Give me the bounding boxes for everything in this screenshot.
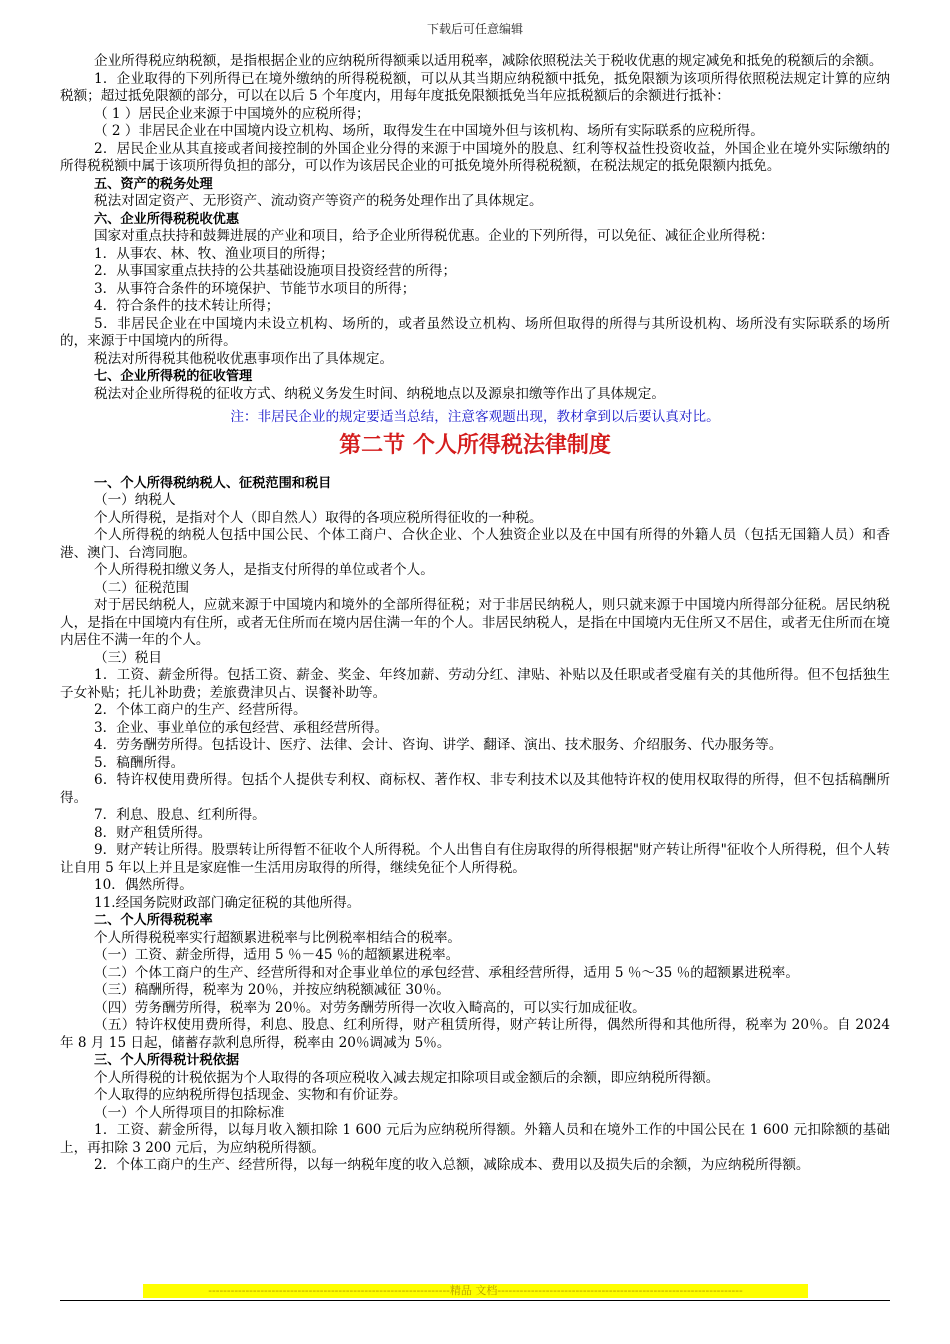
paragraph: 8．财产租赁所得。 (94, 824, 212, 841)
section-heading: 三、个人所得税计税依据 (94, 1053, 240, 1068)
footer-rule (60, 1300, 890, 1301)
paragraph: 1．企业取得的下列所得已在境外缴纳的所得税税额，可以从其当期应纳税额中抵免，抵免限额为该项所得依照税法规定计算的应纳税额；超过抵免限额的部分，可以在以后 5 个年度内，用每年度抵免限额抵免当年应抵税额后的余额进行抵补： (60, 70, 890, 104)
paragraph: 4．符合条件的技术转让所得； (94, 298, 280, 314)
paragraph: （ 2 ）非居民企业在中国境内设立机构、场所，取得发生在中国境外但与该机构、场所有实际联系的应税所得。 (94, 123, 764, 139)
paragraph: 5．稿酬所得。 (94, 754, 185, 771)
paragraph: 对于居民纳税人，应就来源于中国境内和境外的全部所得征税；对于非居民纳税人，则只就来源于中国境内所得部分征税。居民纳税人，是指在中国境内有住所，或者无住所而在境内居住满一年的个人。非居民纳税人，是指在中国境内无住所又不居住，或者无住所而在境内居住不满一年的个人。 (60, 597, 890, 648)
paragraph: 税法对所得税其他税收优惠事项作出了具体规定。 (94, 350, 394, 367)
paragraph: （三）税目 (94, 649, 162, 666)
paragraph: 1．工资、薪金所得。包括工资、薪金、奖金、年终加薪、劳动分红、津贴、补贴以及任职或者受雇有关的其他所得。但不包括独生子女补贴；托儿补助费；差旅费津贝占、误餐补助等。 (60, 667, 890, 701)
paragraph: 个人取得的应纳税所得包括现金、实物和有价证券。 (94, 1087, 407, 1103)
note-text: 注：非居民企业的规定要适当总结，注意客观题出现，教材拿到以后要认真对比。 (230, 409, 720, 425)
paragraph: （三）稿酬所得，税率为 20％，并按应纳税额减征 30％。 (94, 982, 450, 998)
footer-banner: -----------------------------------------------------------------精品 文档------------------------------------------------------------------ (143, 1284, 808, 1298)
section-heading: 六、企业所得税税收优惠 (94, 211, 240, 227)
page-header: 下载后可任意编辑 (426, 22, 523, 36)
paragraph: 税法对固定资产、无形资产、流动资产等资产的税务处理作出了具体规定。 (94, 193, 543, 209)
paragraph: 11.经国务院财政部门确定征税的其他所得。 (94, 894, 361, 911)
paragraph: 6．特许权使用费所得。包括个人提供专利权、商标权、著作权、非专利技术以及其他特许权的使用权取得的所得，但不包括稿酬所得。 (60, 772, 890, 806)
paragraph: （五）特许权使用费所得，利息、股息、红利所得，财产租赁所得，财产转让所得，偶然所得和其他所得，税率为 20％。自 2024 年 8 月 15 日起，储蓄存款利息所得，税率由 20％调减为 5％。 (60, 1017, 890, 1051)
document-body (60, 53, 890, 1175)
paragraph: （四）劳务酬劳所得，税率为 20％。对劳务酬劳所得一次收入畸高的，可以实行加成征收。 (94, 999, 646, 1016)
paragraph: （一）纳税人 (94, 492, 176, 508)
paragraph: 个人所得税扣缴义务人，是指支付所得的单位或者个人。 (94, 562, 434, 578)
paragraph: 3．企业、事业单位的承包经营、承租经营所得。 (94, 719, 389, 736)
paragraph: 2．个体工商户的生产、经营所得，以每一纳税年度的收入总额，减除成本、费用以及损失后的余额，为应纳税所得额。 (94, 1157, 810, 1173)
paragraph: （一）个人所得项目的扣除标准 (94, 1104, 285, 1121)
paragraph: 个人所得税税率实行超额累进税率与比例税率相结合的税率。 (94, 929, 462, 946)
section-heading: 五、资产的税务处理 (94, 176, 213, 192)
paragraph: 10．偶然所得。 (94, 877, 193, 893)
paragraph: 3．从事符合条件的环境保护、节能节水项目的所得； (94, 280, 416, 297)
paragraph: （一）工资、薪金所得，适用 5 ％－45 ％的超额累进税率。 (94, 947, 460, 963)
section-heading: 二、个人所得税税率 (94, 913, 213, 928)
paragraph: 2．个体工商户的生产、经营所得。 (94, 702, 307, 718)
paragraph: （ 1 ）居民企业来源于中国境外的应税所得； (94, 105, 370, 122)
paragraph: 9．财产转让所得。股票转让所得暂不征收个人所得税。个人出售自有住房取得的所得根据"财产转让所得"征收个人所得税，但个人转让自用 5 年以上并且是家庭惟一生活用房取得的所得，继续免征个人所得税。 (60, 842, 890, 876)
paragraph: 税法对企业所得税的征收方式、纳税义务发生时间、纳税地点以及源泉扣缴等作出了具体规定。 (94, 385, 665, 402)
paragraph: 1．从事农、林、牧、渔业项目的所得； (94, 245, 334, 262)
chapter-title: 第二节 个人所得税法律制度 (339, 432, 611, 458)
paragraph: 7．利息、股息、红利所得。 (94, 807, 266, 823)
section-heading: 一、个人所得税纳税人、征税范围和税目 (94, 475, 332, 491)
paragraph: 1．工资、薪金所得，以每月收入额扣除 1 600 元后为应纳税所得额。外籍人员和在境外工作的中国公民在 1 600 元扣除额的基础上，再扣除 3 200 元后，为应纳税所得额。 (60, 1122, 890, 1156)
paragraph: （二）个体工商户的生产、经营所得和对企事业单位的承包经营、承租经营所得，适用 5 ％～35 ％的超额累进税率。 (94, 964, 799, 981)
paragraph: 4．劳务酬劳所得。包括设计、医疗、法律、会计、咨询、讲学、翻译、演出、技术服务、介绍服务、代办服务等。 (94, 737, 783, 753)
paragraph: 个人所得税，是指对个人（即自然人）取得的各项应税所得征收的一种税。 (94, 509, 543, 526)
paragraph: 个人所得税的纳税人包括中国公民、个体工商户、合伙企业、个人独资企业以及在中国有所得的外籍人员（包括无国籍人员）和香港、澳门、台湾同胞。 (60, 527, 890, 561)
paragraph: 2．居民企业从其直接或者间接控制的外国企业分得的来源于中国境外的股息、红利等权益性投资收益，外国企业在境外实际缴纳的所得税税额中属于该项所得负担的部分，可以作为该居民企业的可抵免境外所得税税额，在税法规定的抵免限额内抵免。 (60, 140, 890, 174)
paragraph: 5．非居民企业在中国境内未设立机构、场所的，或者虽然设立机构、场所但取得的所得与其所设机构、场所没有实际联系的场所的，来源于中国境内的所得。 (60, 315, 890, 349)
section-heading: 七、企业所得税的征收管理 (94, 369, 253, 384)
paragraph: 2．从事国家重点扶持的公共基础设施项目投资经营的所得； (94, 263, 457, 279)
paragraph: 个人所得税的计税依据为个人取得的各项应税收入减去规定扣除项目或金额后的余额，即应纳税所得额。 (94, 1069, 720, 1086)
paragraph: （二）征税范围 (94, 579, 190, 596)
paragraph: 企业所得税应纳税额，是指根据企业的应纳税所得额乘以适用税率，减除依照税法关于税收优惠的规定减免和抵免的税额后的余额。 (94, 53, 883, 69)
paragraph: 国家对重点扶持和鼓舞进展的产业和项目，给予企业所得税优惠。企业的下列所得，可以免征、减征企业所得税： (94, 228, 774, 244)
